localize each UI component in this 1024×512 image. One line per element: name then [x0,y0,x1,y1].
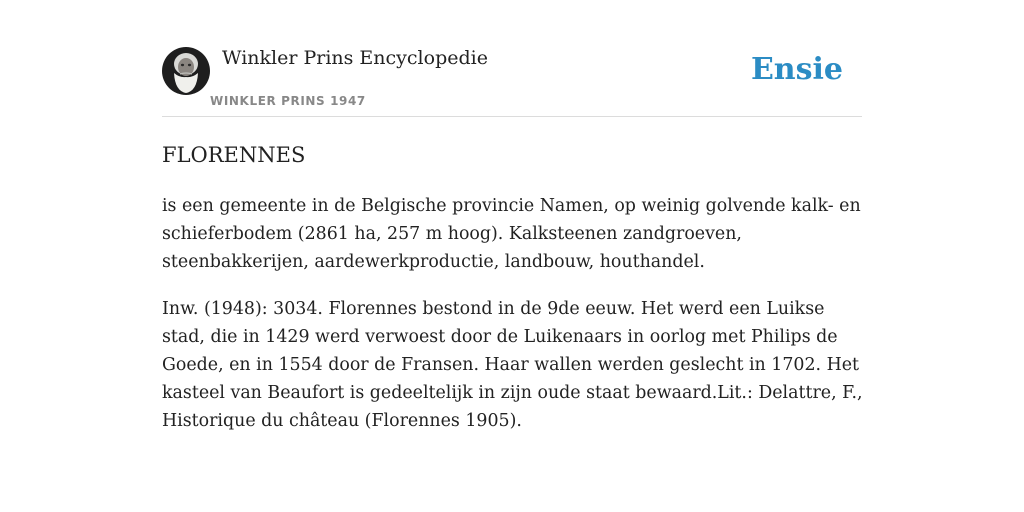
brand-logo[interactable]: Ensie [750,52,843,87]
site-title[interactable]: Winkler Prins Encyclopedie [222,47,488,69]
entry-title: FLORENNES [162,143,306,167]
source-label[interactable]: WINKLER PRINS 1947 [210,94,366,108]
entry-paragraph: is een gemeente in de Belgische provincie Namen, op weinig golvende kalk- en schieferbodem (2861 ha, 257 m hoog). Kalksteenen zandgroeven, steenbakkerijen, aardewerkproductie, landbouw, houthandel. [162,196,861,272]
avatar[interactable] [162,47,210,95]
entry-paragraph: Inw. (1948): 3034. Florennes bestond in de 9de eeuw. Het werd een Luikse stad, die in 1429 werd verwoest door de Luikenaars in oorlog met Philips de Goede, en in 1554 door de Fransen. Haar wallen werden geslecht in 1702. Het kasteel van Beaufort is gedeeltelijk in zijn oude staat bewaard.Lit.: Delattre, F., Historique du château (Florennes 1905). [162,299,863,431]
bearded-man-portrait-icon [162,47,210,95]
entry-text [162,192,864,435]
header [162,46,862,117]
article [162,140,864,454]
